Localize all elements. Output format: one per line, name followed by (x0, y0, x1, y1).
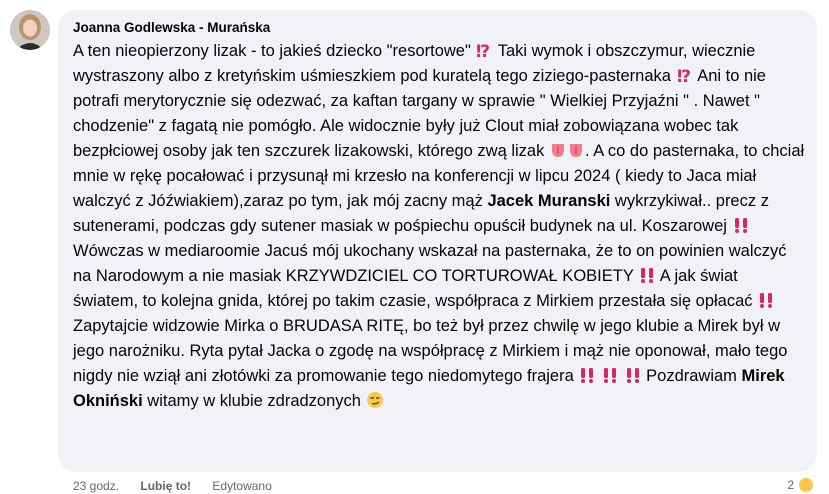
smirk-icon (366, 392, 384, 410)
bang-icon (732, 217, 750, 235)
bang-icon (638, 267, 656, 285)
comment-timestamp[interactable]: 23 godz. (73, 479, 120, 493)
comment-body (73, 39, 805, 414)
haha-reaction-icon (797, 476, 815, 494)
interrobang-icon (676, 67, 694, 85)
mention-link[interactable]: Jacek Muranski (487, 192, 611, 210)
bang-icon (624, 367, 642, 385)
comment-bubble (58, 10, 817, 472)
bang-icon (601, 367, 619, 385)
avatar[interactable] (10, 10, 50, 50)
bang-icon (578, 367, 596, 385)
like-button[interactable]: Lubię to! (140, 479, 192, 493)
comment-paragraph-1: A ten nieopierzony lizak - to jakieś dziecko "resortowe" ⁉ Taki wymok i obszczymur, wiecznie wystraszony albo z kretyńskim uśmieszkiem pod kuratelą tego ziziego-pasternaka ⁉ Ani to nie potrafi merytorycznie się odezwać, za kaftan targany w sprawie " Wielkiej Przyjaźni " . Nawet " chodzenie" z fagatą nie pomógło. Ale widocznie były już Clout miał zobowiązana wobec tak bezpłciowej osoby jak ten szczurek lizakowski, którego zwą lizak . A co do pasternaka, to chciał mnie w rękę pocałować i przysunął mi krzesło na konferencji w lipcu 2024 ( kiedy to Jaca miał walczyć z Jóźwiakiem),zaraz po tym, jak mój zacny mąż Jacek Muranski wykrzykiwał.. precz z sutenerami, podczas gdy sutener masiak w pośpiechu opuścił budynek na ul. Koszarowej Wówczas w mediaroomie Jacuś mój ukochany wskazał na pasternaka, że to on powinien walczyć na Narodowym a nie masiak KRZYWDZICIEL CO TORTUROWAŁ KOBIETY A jak świat światem, to kolejna gnida, której po takim czasie, współpraca z Mirkiem przestała się opłacać (73, 42, 805, 310)
comment-author[interactable]: Joanna Godlewska - Murańska (73, 20, 271, 35)
comment-footer (73, 478, 290, 494)
svg-text:⁉: ⁉ (676, 67, 691, 84)
mention-link[interactable]: Mirek Okniński (73, 367, 785, 410)
reaction-count: 2 (787, 478, 794, 492)
reaction-summary[interactable] (787, 476, 815, 494)
edited-label: Edytowano (212, 479, 272, 493)
comment-paragraph-2: Zapytajcie widzowie Mirka o BRUDASA RITĘ, bo też był przez chwilę w jego klubie a Mirek był w jego narożniku. Ryta pytał Jacka o zgodę na współpracę z Mirkiem i mąż nie oponował, mało tego nigdy nie wziął ani złotówki za promowanie tego niedomytego frajera Pozdrawiam Mirek Okniński witamy w klubie zdradzonych (73, 317, 788, 410)
tongue-icon (549, 142, 567, 160)
interrobang-icon (475, 42, 493, 60)
svg-text:⁉: ⁉ (476, 42, 491, 59)
bang-icon (757, 292, 775, 310)
tongue-icon (567, 142, 585, 160)
